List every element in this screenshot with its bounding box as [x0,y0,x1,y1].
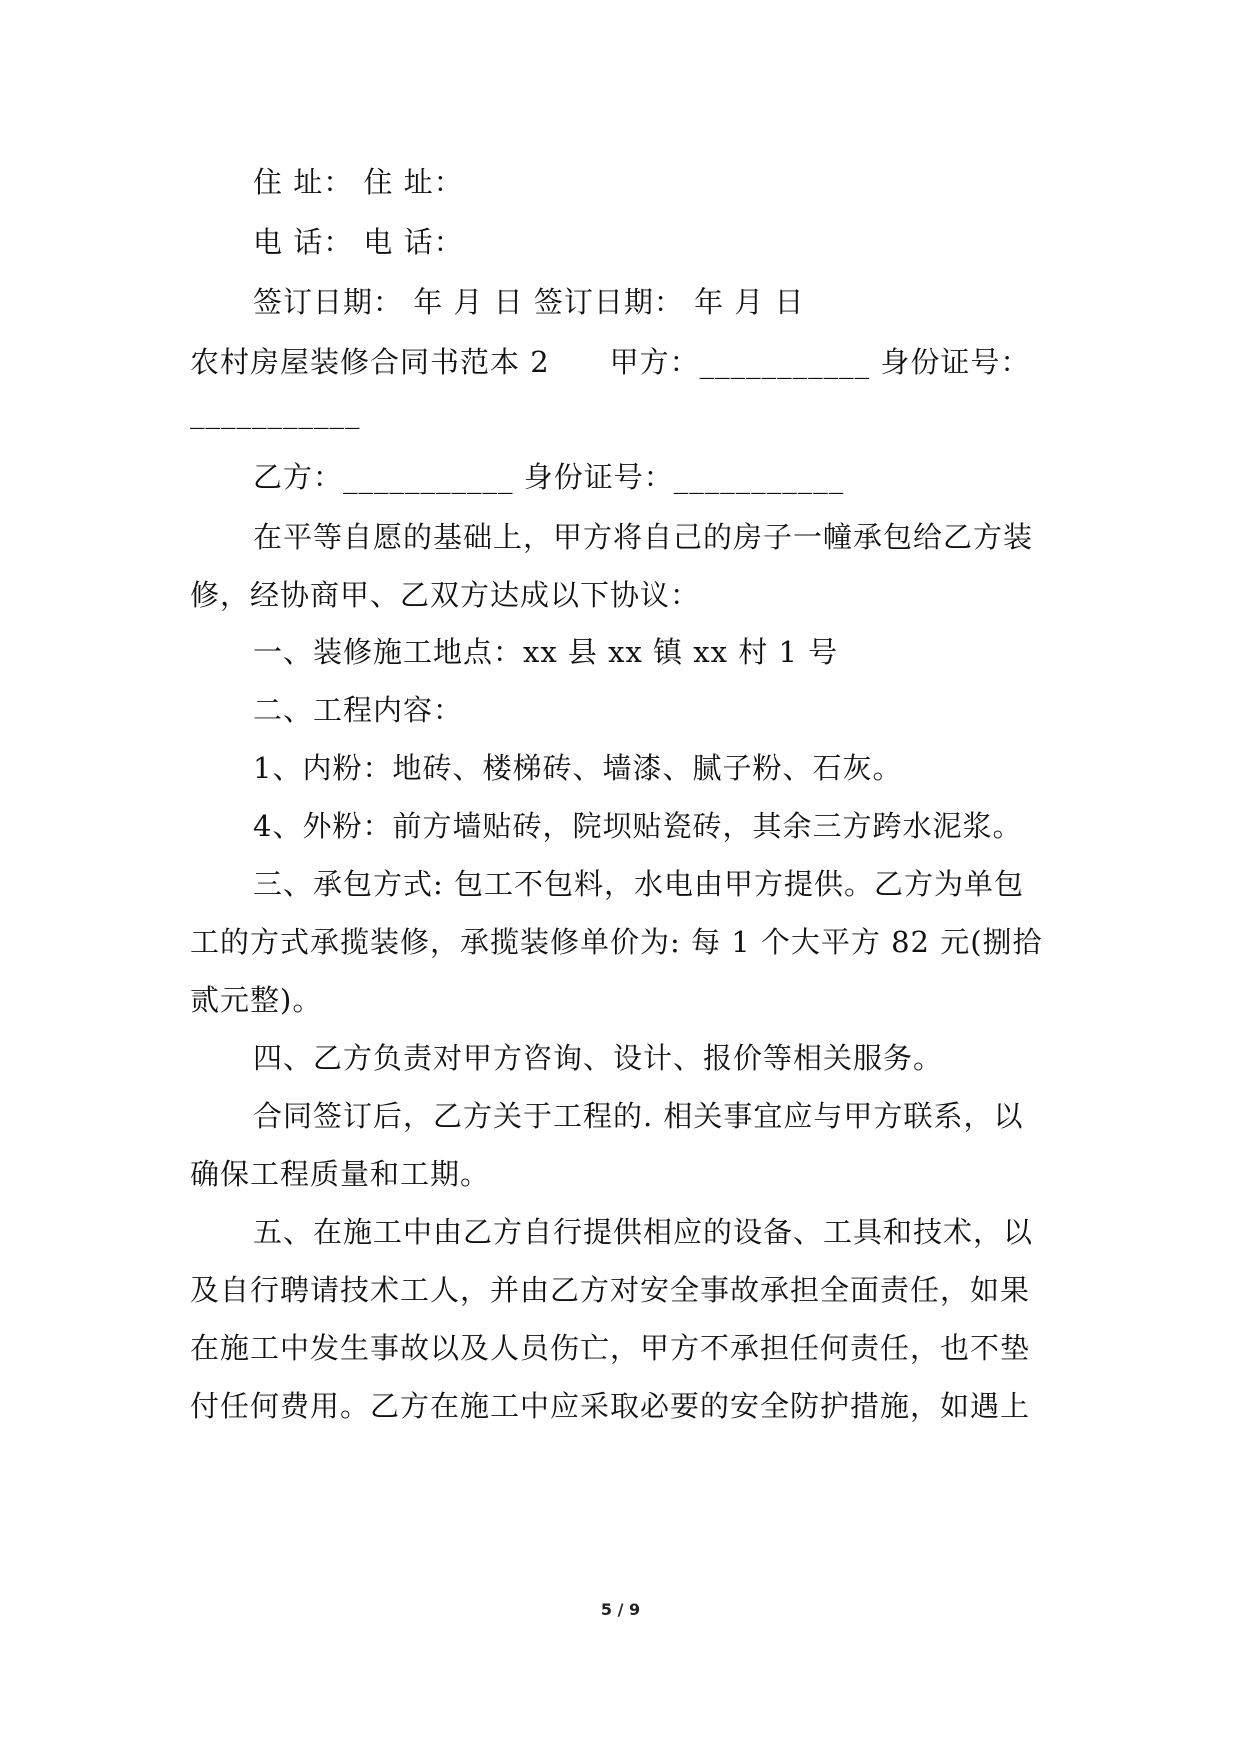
item-4-line: 4、外粉：前方墙贴砖，院坝贴瓷砖，其余三方跨水泥浆。 [253,809,1023,843]
clause-3-line: 工的方式承揽装修，承揽装修单价为: 每 1 个大平方 82 元(捌拾 [190,925,1043,959]
paragraph-line: 合同签订后，乙方关于工程的. 相关事宜应与甲方联系，以 [253,1099,1024,1133]
clause-5-line: 及自行聘请技术工人，并由乙方对安全事故承担全面责任，如果 [190,1273,1031,1307]
page-number: 5 / 9 [600,1600,641,1619]
paragraph-line: 修，经协商甲、乙双方达成以下协议： [190,578,701,612]
clause-4-line: 四、乙方负责对甲方咨询、设计、报价等相关服务。 [253,1041,944,1075]
phone-line: 电 话： 电 话： [253,225,464,259]
clause-5-line: 在施工中发生事故以及人员伤亡，甲方不承担任何责任，也不垫 [190,1331,1031,1365]
paragraph-line: 确保工程质量和工期。 [190,1157,491,1191]
clause-3-line: 贰元整)。 [190,983,323,1017]
clause-5-line: 付任何费用。乙方在施工中应采取必要的安全防护措施，如遇上 [190,1389,1031,1423]
sign-date-line: 签订日期： 年 月 日 签订日期： 年 月 日 [253,285,805,319]
clause-1-line: 一、装修施工地点：xx 县 xx 镇 xx 村 1 号 [253,635,839,669]
party-b-line: 乙方：___________ 身份证号：___________ [253,460,845,494]
paragraph-line: 在平等自愿的基础上，甲方将自己的房子一幢承包给乙方装 [253,520,1034,554]
clause-5-line: 五、在施工中由乙方自行提供相应的设备、工具和技术，以 [253,1215,1034,1249]
clause-2-line: 二、工程内容： [253,693,464,727]
id-blank-line: ___________ [190,395,361,429]
item-1-line: 1、内粉：地砖、楼梯砖、墙漆、腻子粉、石灰。 [253,751,903,785]
contract-title-line: 农村房屋装修合同书范本 2 甲方：___________ 身份证号： [190,345,1031,379]
address-line: 住 址： 住 址： [253,165,464,199]
clause-3-line: 三、承包方式: 包工不包料，水电由甲方提供。乙方为单包 [253,867,1024,901]
